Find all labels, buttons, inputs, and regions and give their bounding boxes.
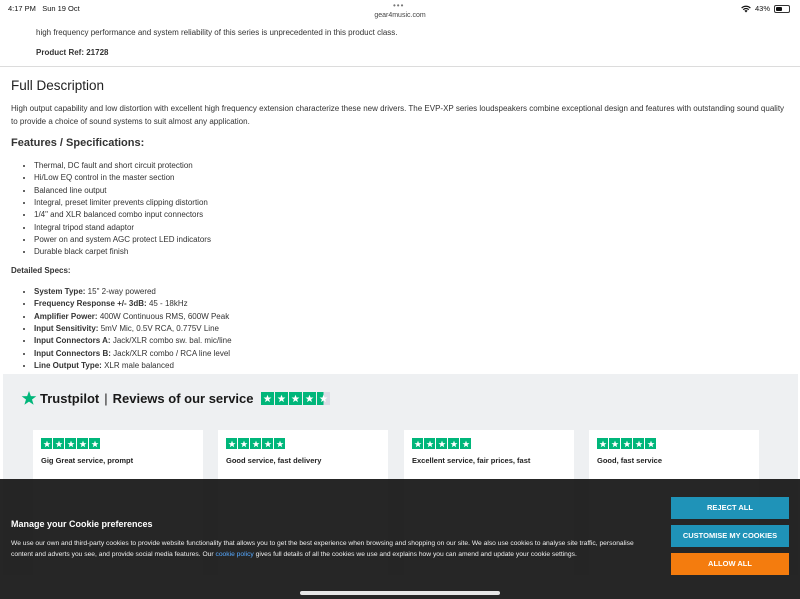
spec-item [34, 335, 232, 347]
header-separator: | [104, 390, 108, 406]
feature-item: • Durable black carpet finish [34, 246, 211, 258]
spec-label: Input Connectors B: [34, 348, 111, 358]
trustpilot-header [21, 390, 330, 406]
spec-value: 5mV Mic, 0.5V RCA, 0.775V Line [100, 324, 219, 334]
spec-value: 15" 2-way powered [87, 287, 156, 296]
review-title: Good, fast service [597, 456, 663, 465]
spec-value: 400W Continuous RMS, 600W Peak [99, 311, 230, 321]
star-icon [250, 438, 261, 449]
star-icon [41, 438, 52, 449]
star-icon [238, 438, 249, 449]
star-icon [633, 438, 644, 449]
feature-item: • Balanced line output [34, 185, 211, 197]
star-icon [317, 392, 330, 405]
features-list [22, 160, 211, 259]
review-title: Excellent service, fair prices, fast [412, 456, 531, 465]
review-stars [226, 438, 285, 449]
cookie-text-part: gives full details of all the cookies we use and explains how you can amend and update your cookie settings. [253, 551, 577, 558]
date-text: Sun 19 Oct [42, 4, 80, 13]
spec-label: Amplifier Power: [34, 311, 98, 321]
product-ref: Product Ref: 21728 [36, 48, 109, 57]
star-icon [275, 392, 288, 405]
cookie-policy-link[interactable]: cookie policy [215, 551, 254, 558]
url-label[interactable]: gear4music.com [374, 12, 426, 19]
feature-item: • Power on and system AGC protect LED indicators [34, 234, 211, 246]
tab-dots-icon[interactable]: ••• [393, 1, 405, 10]
trustpilot-star-icon [21, 390, 37, 406]
feature-item: • Integral tripod stand adaptor [34, 222, 211, 234]
spec-label: Frequency Response +/- 3dB: [34, 299, 147, 309]
spec-label: Input Sensitivity: [34, 324, 99, 334]
review-title: Good service, fast delivery [226, 456, 322, 465]
star-icon [89, 438, 100, 449]
spec-label: Input Connectors A: [34, 336, 111, 346]
star-icon [424, 438, 435, 449]
specs-list [22, 286, 232, 372]
spec-label: System Type: [34, 287, 86, 296]
detailed-specs-title: Detailed Specs: [11, 266, 71, 275]
star-icon [226, 438, 237, 449]
spec-item [34, 360, 232, 372]
full-description-title: Full Description [11, 78, 105, 93]
battery-icon [774, 5, 790, 13]
reviews-title: Reviews of our service [112, 390, 254, 406]
spec-item [34, 348, 232, 360]
star-icon [621, 438, 632, 449]
reject-all-button[interactable]: REJECT ALL [671, 497, 789, 519]
star-icon [645, 438, 656, 449]
spec-item [34, 286, 232, 298]
feature-item: • Thermal, DC fault and short circuit protection [34, 160, 211, 172]
cookie-banner [0, 479, 800, 599]
star-icon [460, 438, 471, 449]
home-indicator[interactable] [300, 591, 500, 595]
star-icon [436, 438, 447, 449]
star-icon [303, 392, 316, 405]
spec-label: Line Output Type: [34, 361, 102, 371]
time-text: 4:17 PM [8, 4, 36, 13]
feature-item: • Hi/Low EQ control in the master section [34, 172, 211, 184]
divider [0, 66, 800, 67]
review-stars [412, 438, 471, 449]
star-icon [77, 438, 88, 449]
spec-item [34, 323, 232, 335]
customise-cookies-button[interactable]: CUSTOMISE MY COOKIES [671, 525, 789, 547]
review-title: Gig Great service, prompt [41, 456, 134, 465]
star-icon [274, 438, 285, 449]
spec-value: XLR male balanced [104, 361, 174, 371]
star-icon [261, 392, 274, 405]
cookie-text [11, 538, 656, 560]
battery-fill [776, 7, 782, 11]
spec-item [34, 298, 232, 310]
star-icon [609, 438, 620, 449]
spec-value: Jack/XLR combo / RCA line level [113, 348, 231, 358]
trustpilot-brand[interactable]: Trustpilot [40, 390, 100, 406]
allow-all-button[interactable]: ALLOW ALL [671, 553, 789, 575]
overall-rating-stars [261, 392, 330, 405]
feature-item: • 1/4" and XLR balanced combo input connectors [34, 209, 211, 221]
spec-item [34, 311, 232, 323]
description-paragraph: High output capability and low distortion with excellent high frequency extension characterize these new drivers. The EVP-XP series loudspeakers combine exceptional design and features with outstanding sound quality to provide a choice of sound systems to suit almost any application. [11, 104, 785, 126]
star-icon [53, 438, 64, 449]
star-icon [597, 438, 608, 449]
feature-item: • Integral, preset limiter prevents clipping distortion [34, 197, 211, 209]
spec-value: Jack/XLR combo sw. bal. mic/line [112, 336, 232, 346]
wifi-icon [741, 5, 751, 13]
review-stars [597, 438, 656, 449]
intro-text: high frequency performance and system reliability of this series is unprecedented in this product class. [36, 28, 398, 37]
status-right [741, 4, 790, 13]
cookie-text-part: We use our own and third-party cookies to provide website functionality that allows you to get the best experience when browsing and shopping on our site. We also use cookies to analyse site traffic, personalise content and adverts you see, and provide social media features. Our [11, 540, 634, 558]
star-icon [412, 438, 423, 449]
star-icon [289, 392, 302, 405]
spec-value: 45 - 18kHz [148, 299, 188, 309]
star-icon [65, 438, 76, 449]
star-icon [262, 438, 273, 449]
star-icon [448, 438, 459, 449]
battery-percent: 43% [754, 4, 770, 13]
review-stars [41, 438, 100, 449]
status-bar [0, 0, 800, 24]
features-title: Features / Specifications: [11, 137, 145, 149]
cookie-title: Manage your Cookie preferences [11, 519, 153, 529]
